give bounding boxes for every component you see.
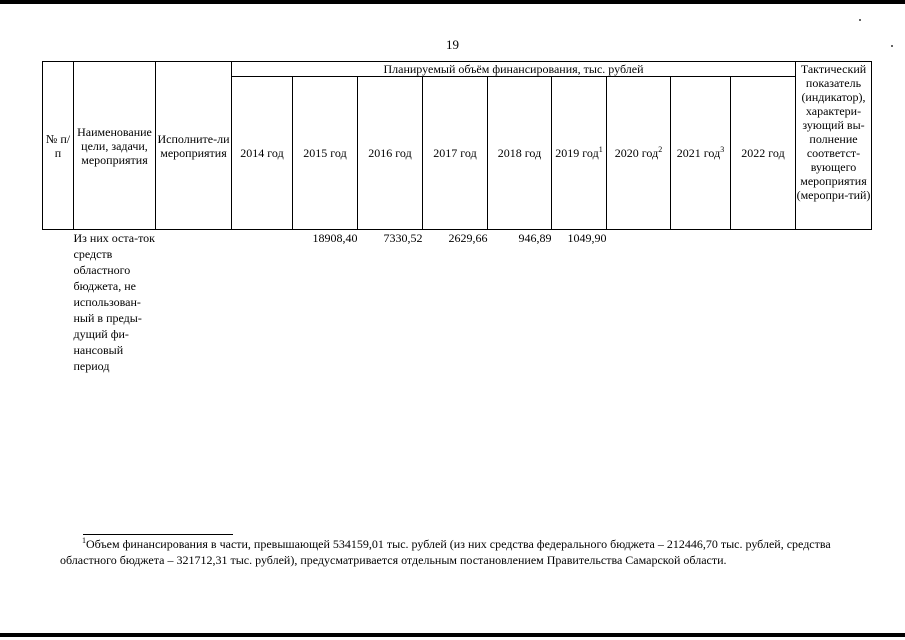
- footnote-ref: 2: [658, 145, 663, 154]
- scan-bottom-border: [0, 633, 905, 637]
- header-year-label: 2019 год: [555, 146, 599, 160]
- row-value: 7330,52: [383, 231, 423, 245]
- row-value: [607, 230, 671, 375]
- header-year: [293, 77, 358, 230]
- header-year-label: 2021 год: [676, 146, 721, 160]
- header-year: [552, 77, 607, 230]
- header-year-label: 2020 год: [614, 146, 659, 160]
- header-year-label: 2022 год: [741, 146, 785, 160]
- row-value: [671, 230, 731, 375]
- table-row: [43, 230, 872, 375]
- header-year: [731, 77, 796, 230]
- footnote: [60, 536, 860, 568]
- header-year: [607, 77, 671, 230]
- header-name: Наименование цели, задачи, мероприятия: [74, 62, 156, 230]
- footnote-ref: 1: [598, 145, 603, 154]
- header-financing-title: Планируемый объём финансирования, тыс. рублей: [232, 62, 796, 77]
- row-value: [731, 230, 796, 375]
- header-year-label: 2015 год: [303, 146, 347, 160]
- footnote-mark: 1: [82, 536, 86, 545]
- header-year-label: 2016 год: [368, 146, 412, 160]
- header-year-label: 2018 год: [497, 146, 542, 160]
- row-value: 1049,90: [567, 231, 607, 245]
- row-value: [232, 230, 293, 375]
- financing-table: [42, 61, 872, 374]
- row-executors: [156, 230, 232, 375]
- row-num: [43, 230, 74, 375]
- row-value: 2629,66: [448, 231, 488, 245]
- row-name: Из них оста-ток средств областного бюджета, не использован-ный в преды-дущий фи-нансовый период: [73, 231, 156, 373]
- scan-top-border: [0, 0, 905, 4]
- header-year: [671, 77, 731, 230]
- header-year: [423, 77, 488, 230]
- header-year: [488, 77, 552, 230]
- footnote-separator: [83, 534, 233, 535]
- header-year: [232, 77, 293, 230]
- row-value: 946,89: [518, 231, 552, 245]
- page-number: 19: [446, 37, 459, 52]
- header-num: № п/п: [43, 62, 74, 230]
- header-year-label: 2017 год: [433, 146, 477, 160]
- scan-speck: [859, 19, 861, 21]
- header-year-label: 2014 год: [240, 146, 284, 160]
- footnote-text: Объем финансирования в части, превышающей 534159,01 тыс. рублей (из них средства федерального бюджета – 212446,70 тыс. рублей, средства областного бюджета – 321712,31 тыс. рублей), предусматривается отдельным постановлением Правительства Самарской области.: [60, 537, 831, 567]
- header-year: [358, 77, 423, 230]
- header-executors: Исполните-ли мероприятия: [156, 62, 232, 230]
- row-value: 18908,40: [312, 231, 358, 245]
- footnote-ref: 3: [720, 145, 725, 154]
- header-indicator: Тактический показатель (индикатор), характери-зующий вы-полнение соответст-вующего мероприятия (меропри-тий): [796, 62, 872, 230]
- row-indicator: [796, 230, 872, 375]
